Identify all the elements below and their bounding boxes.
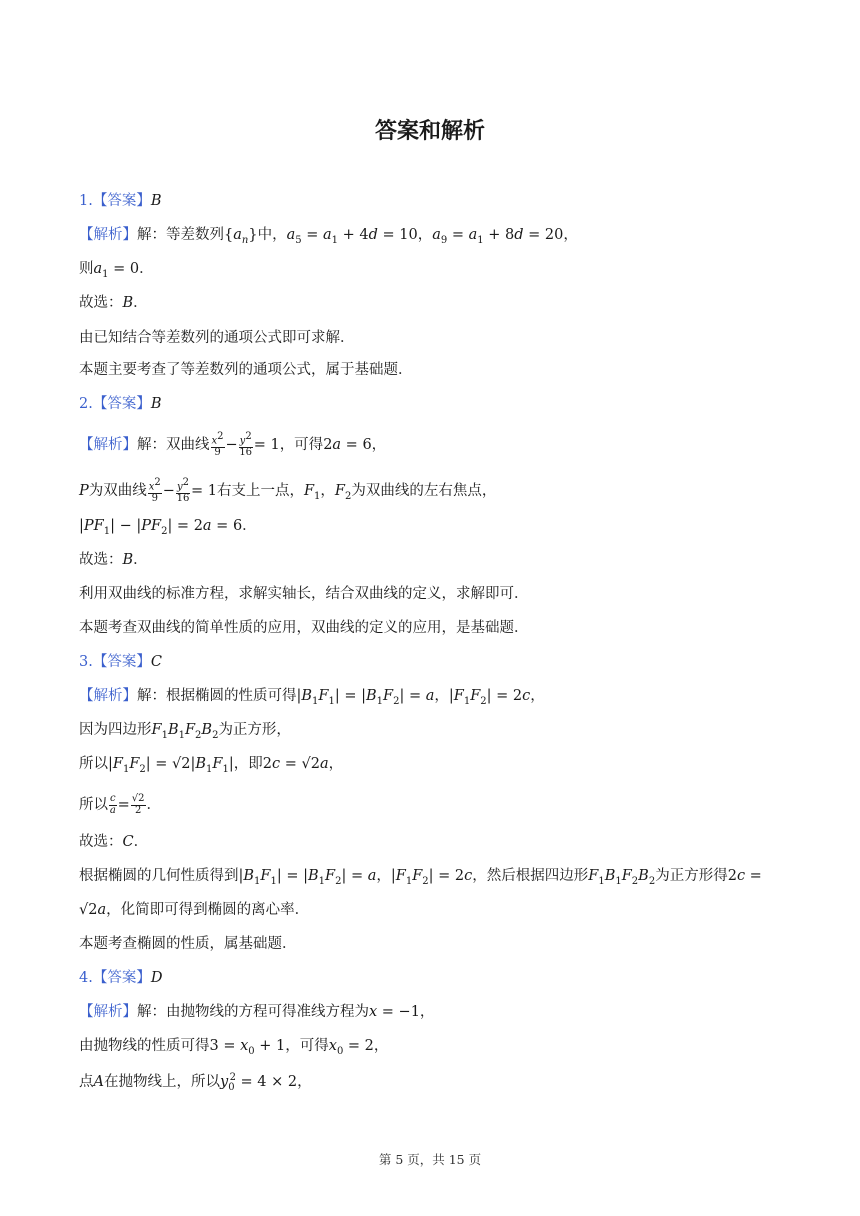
q2-comment: 本题考查双曲线的简单性质的应用，双曲线的定义的应用，是基础题． <box>79 620 529 636</box>
analysis-label: 【解析】 <box>79 437 137 454</box>
q2-answer: B <box>150 396 162 412</box>
text: 所以 <box>79 797 108 813</box>
q3-number: 3. <box>79 654 93 670</box>
text: 右支上一点， <box>216 483 304 500</box>
q4-answer-line <box>79 970 162 987</box>
text: 中， <box>257 227 287 243</box>
text: 解：根据椭圆的性质可得 <box>137 688 297 704</box>
q3-answer: C <box>150 654 162 670</box>
q1-analysis-line1: 【解析】解：等差数列$\{a_n\}$中，$a_5 = a_1 + 4d = 10$，$a_9 = a_1 + 8d = 20$， <box>79 227 578 246</box>
q3-analysis-line3: 所以$|F_1F_2| = √2|B_1F_1|$，即2c = √2a， <box>79 756 344 775</box>
q3-analysis-line1: 【解析】解：根据椭圆的性质可得$|B_1F_1| = |B_1F_2| = a$，$|F_1F_2| = 2c$， <box>79 688 545 707</box>
text: 故选： <box>79 295 123 311</box>
text: 为双曲线 <box>88 483 147 500</box>
text: 解：双曲线 <box>137 437 210 454</box>
text: 解：由抛物线的方程可得准线方程为 <box>137 1004 369 1020</box>
q4-analysis-line3: 点A在抛物线上，所以$y_0^2 = 4 \times 2$， <box>79 1072 312 1093</box>
text: ，可得 <box>285 1038 329 1054</box>
analysis-label: 【解析】 <box>79 227 137 243</box>
q3-method-line2: √2a，化简即可得到椭圆的离心率． <box>79 902 310 918</box>
text: ，即 <box>233 756 263 772</box>
q3-analysis-line2: 因为四边形$F_1B_1F_2B_2$为正方形， <box>79 722 291 741</box>
q1-number: 1. <box>79 193 93 209</box>
text: 故选： <box>79 552 123 568</box>
answer-label: 【答案】 <box>92 396 151 412</box>
text: 在抛物线上，所以 <box>103 1073 220 1090</box>
analysis-label: 【解析】 <box>79 688 137 704</box>
text: ，然后根据四边形 <box>472 868 589 884</box>
text: 故选： <box>79 834 123 850</box>
q3-comment: 本题考查椭圆的性质，属基础题． <box>79 936 297 952</box>
q2-analysis-line1: 【解析】解：双曲线 $\frac{x^2}{9}$ − $\frac{y^2}{16}$ = 1，可得2a = 6， <box>79 431 387 458</box>
q2-analysis-line2: P为双曲线 $\frac{x^2}{9}$ − $\frac{y^2}{16}$ = 1右支上一点，$F_1$，$F_2$为双曲线的左右焦点， <box>79 477 497 504</box>
text: 根据椭圆的几何性质得到 <box>79 868 239 884</box>
q2-method: 利用双曲线的标准方程，求解实轴长，结合双曲线的定义，求解即可． <box>79 586 529 602</box>
answer-label: 【答案】 <box>92 654 151 670</box>
text: 则 <box>79 261 94 277</box>
q3-answer-line <box>79 654 162 671</box>
analysis-label: 【解析】 <box>79 1004 137 1020</box>
q1-comment: 本题主要考查了等差数列的通项公式，属于基础题． <box>79 362 413 378</box>
q4-analysis-line2: 由抛物线的性质可得$3 = x_0 + 1$，可得$x_0 = 2$， <box>79 1038 389 1057</box>
text: ，化简即可得到椭圆的离心率． <box>106 902 310 918</box>
q2-analysis-line3: $|PF_1| - |PF_2| = 2a = 6$． <box>79 518 257 537</box>
page-footer: 第 5 页，共 15 页 <box>378 1152 482 1167</box>
text: ，可得 <box>279 437 324 454</box>
q4-number: 4. <box>79 970 93 986</box>
q1-choice: 故选：B． <box>79 295 148 311</box>
q1-answer: B <box>150 193 162 209</box>
q2-choice: 故选：B． <box>79 552 148 568</box>
q1-method: 由已知结合等差数列的通项公式即可求解． <box>79 330 355 346</box>
page-title: 答案和解析 <box>374 119 485 144</box>
text: 为正方形得 <box>655 868 728 884</box>
q1-analysis-line2: 则$a_1 = 0$． <box>79 261 154 280</box>
q3-analysis-line4: 所以 $\frac{c}{a}$ = $\frac{√2}{2}$ ． <box>79 793 161 816</box>
text: 由抛物线的性质可得 <box>79 1038 210 1054</box>
q1-answer-line <box>79 193 162 210</box>
text: 所以 <box>79 756 108 772</box>
answer-label: 【答案】 <box>92 193 151 209</box>
answer-label: 【答案】 <box>92 970 151 986</box>
q3-method-line1: 根据椭圆的几何性质得到$|B_1F_1| = |B_1F_2| = a$，$|F_1F_2| = 2c$，然后根据四边形$F_1B_1F_2B_2$为正方形得2c = <box>79 868 762 887</box>
text: 为双曲线的左右焦点， <box>351 483 497 500</box>
text: 因为四边形 <box>79 722 152 738</box>
text: 解：等差数列 <box>137 227 224 243</box>
q3-choice: 故选：C． <box>79 834 149 850</box>
q4-analysis-line1: 【解析】解：由抛物线的方程可得准线方程为x = −1， <box>79 1004 435 1020</box>
q2-number: 2. <box>79 396 93 412</box>
text: 点 <box>79 1073 94 1090</box>
q4-answer: D <box>150 970 163 986</box>
q2-answer-line <box>79 396 162 413</box>
text: 为正方形， <box>218 722 291 738</box>
